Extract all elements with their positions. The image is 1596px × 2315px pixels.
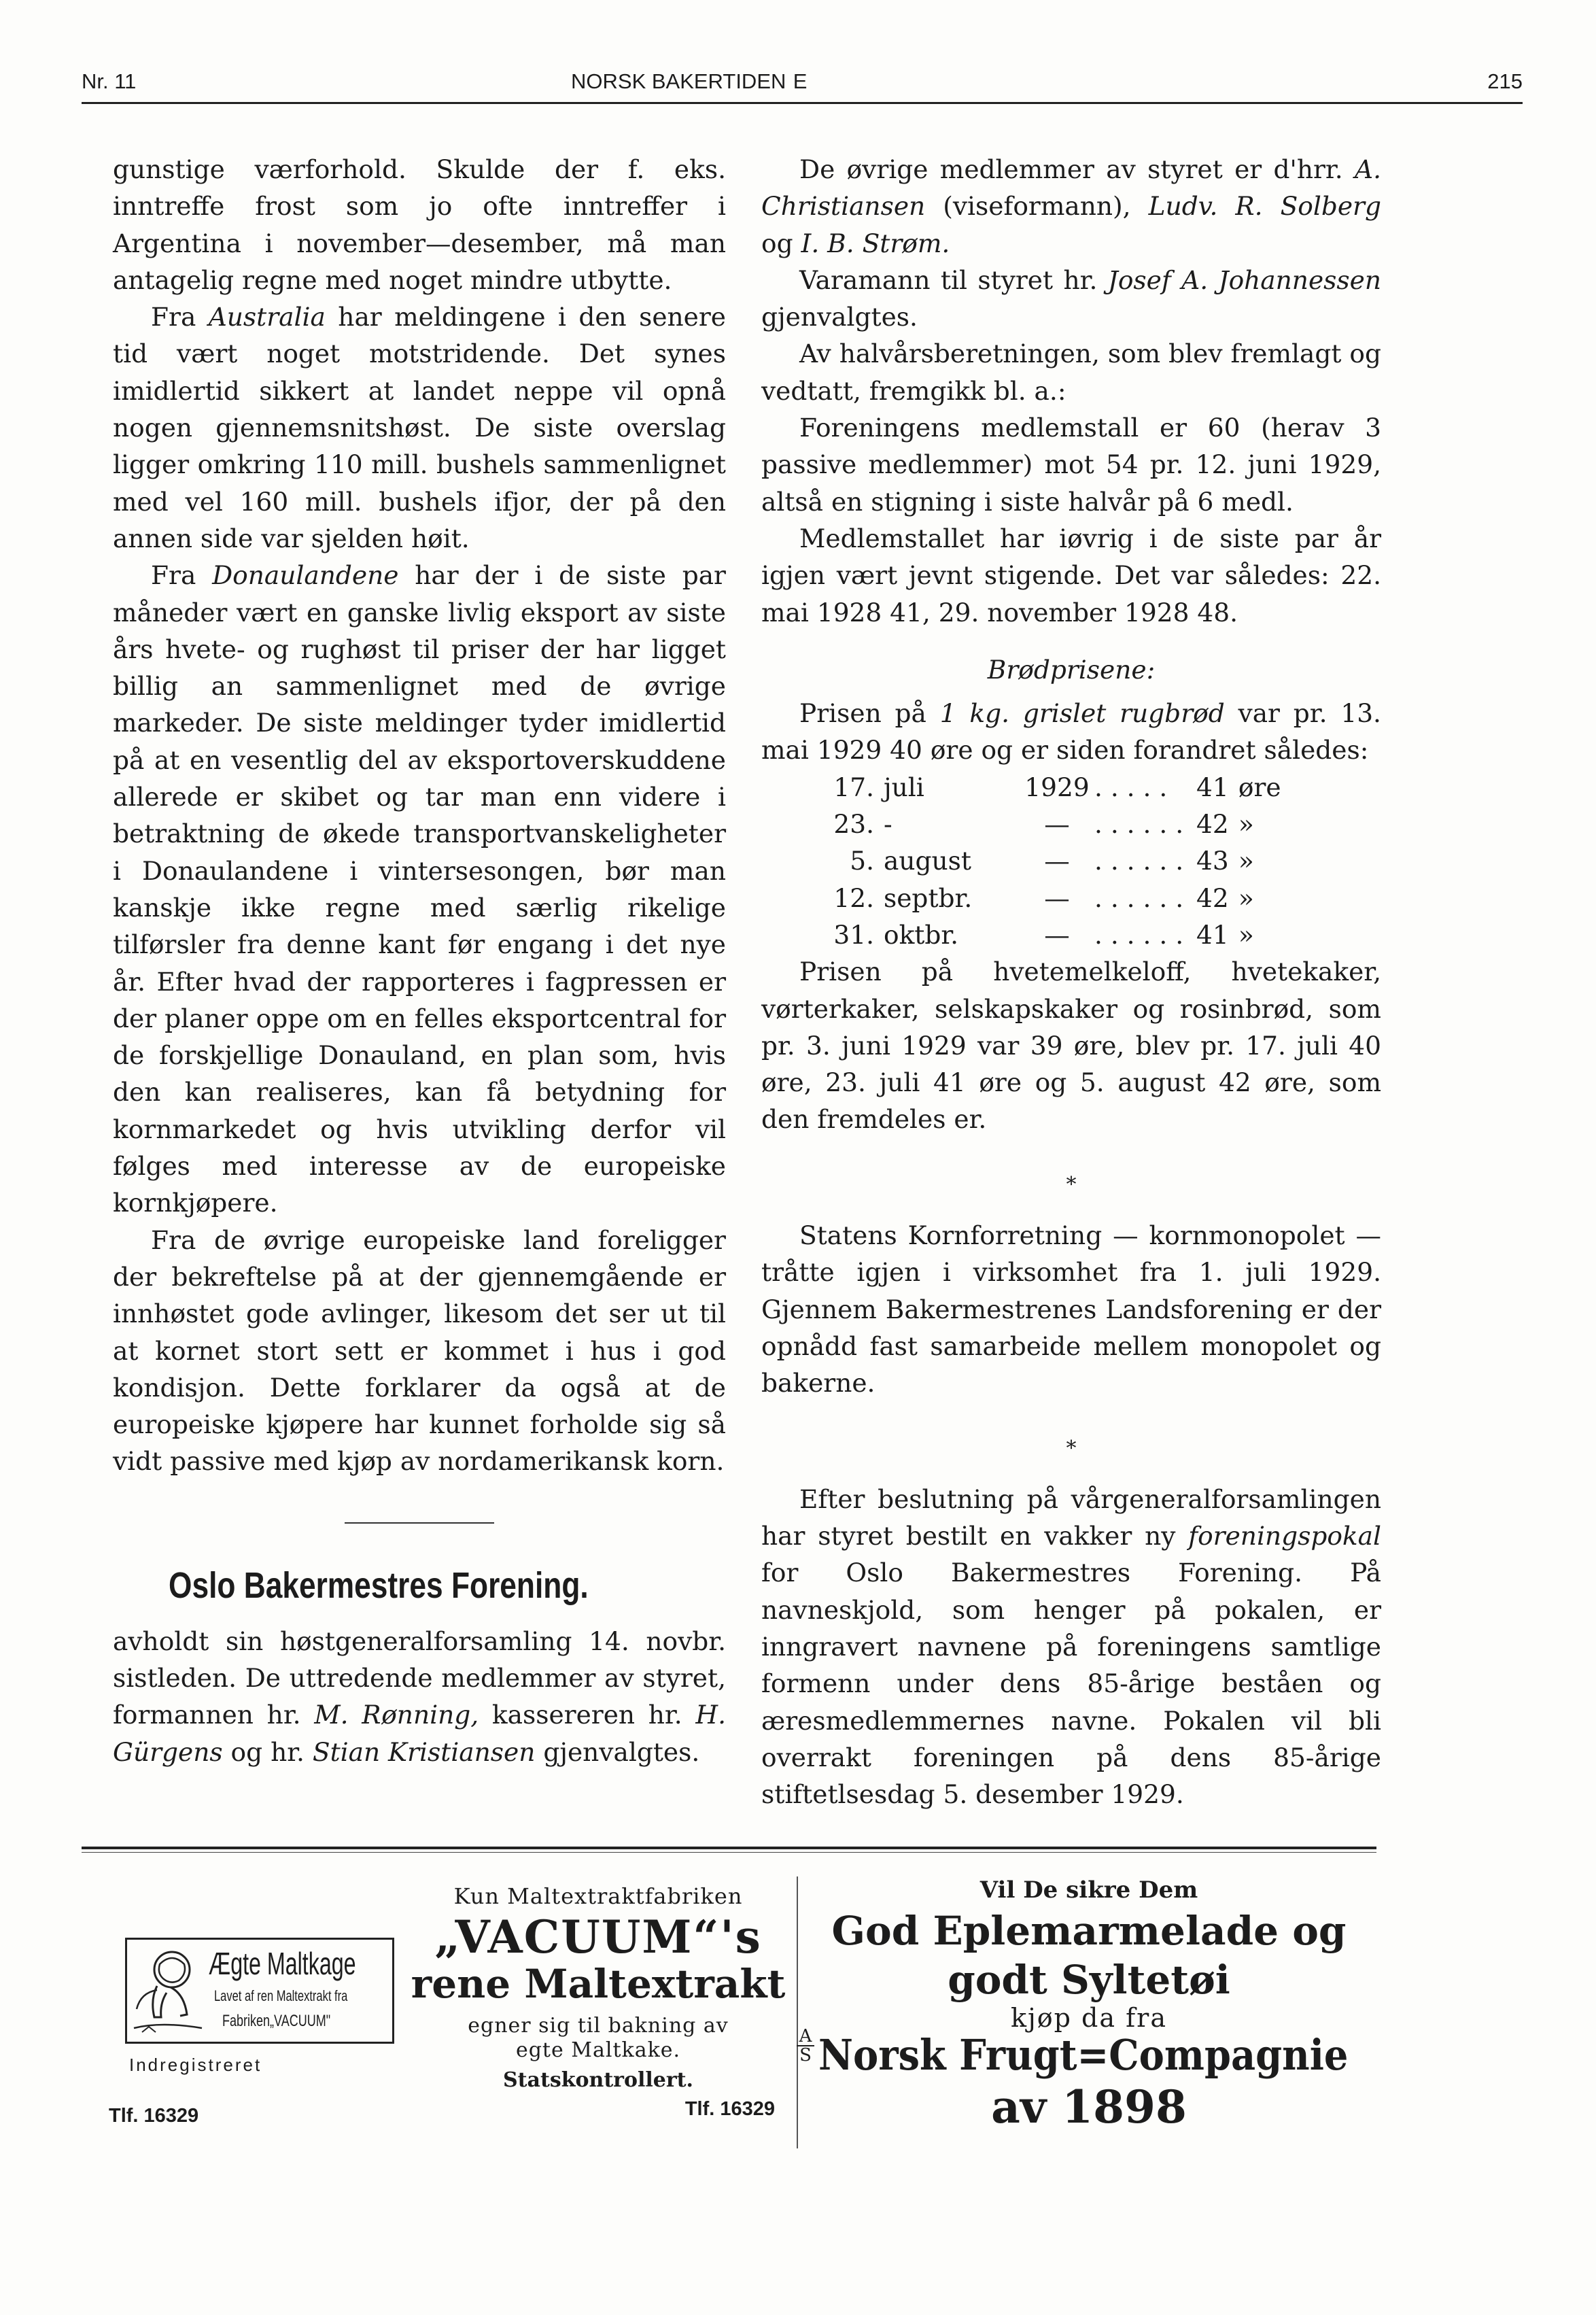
as-abbreviation: A S	[797, 2027, 814, 2064]
paragraph: gunstige værforhold. Skulde der f. eks. inntreffe frost som jo ofte inntreffer i Argentina i november—desember, må man antagelig regne med noget mindre utbytte.	[113, 154, 726, 295]
issue-number: Nr. 11	[82, 69, 137, 93]
running-header	[82, 69, 1523, 101]
ad-line: Kun Maltextraktfabriken	[453, 1883, 743, 1909]
ad-line: egner sig til bakning av	[468, 2014, 729, 2038]
paragraph: Prisen på 1 kg. grislet rugbrød var pr. 13. mai 1929 40 øre og er siden forandret således:	[761, 698, 1381, 766]
section-divider	[345, 1522, 494, 1524]
price-row: 5. august — . . . . . . 43 »	[850, 846, 1254, 876]
paragraph: Fra Australia har meldingene i den senere tid vært noget motstridende. Det synes imidlertid sikkert at landet neppe vil opnå nogen gjennemsnitshøst. De siste overslag ligger omkring 110 mill. bushels sammenlignet med vel 160 mill. bushels ifjor, der på den annen side var sjelden høit.	[113, 302, 726, 553]
phone-number: Tlf. 16329	[684, 2098, 775, 2120]
ad-line: egte Maltkake.	[515, 2038, 681, 2062]
paragraph: Medlemstallet har iøvrig i de siste par år igjen vært jevnt stigende. Det var således: 22. mai 1928 41, 29. november 1928 48.	[761, 523, 1381, 628]
ad-line: God Eplemarmelade og	[831, 1908, 1347, 1954]
price-table	[833, 769, 1381, 953]
stamp-subtitle: Lavet af ren Maltextrakt fra	[214, 1987, 348, 2004]
paragraph: Efter beslutning på vårgeneralforsamlingen har styret bestilt en vakker ny foreningspokal for Oslo Bakermestres Forening. På navneskjold, som henger på pokalen, er inngravert navnene på foreningens samtlige formenn under dens 85-årige beståen og æresmedlemmernes navne. Pokalen vil bli overrakt foreningen på dens 85-årige stiftetlsesdag 5. desember 1929.	[761, 1484, 1381, 1810]
paragraph: De øvrige medlemmer av styret er d'hrr. A. Christiansen (viseformann), Ludv. R. Solberg og I. B. Strøm.	[761, 154, 1381, 258]
asterisk-separator: *	[1066, 1172, 1077, 1197]
paragraph: Fra de øvrige europeiske land foreligger der bekreftelse på at der gjennemgående er innhøstet gode avlinger, likesom det ser ut til at kornet stort sett er kommet i hus i god kondisjon. Dette forklarer da også at de europeiske kjøpere har kunnet forholde sig så vidt passive med kjøp av nordamerikansk korn.	[113, 1224, 726, 1477]
section-heading: Oslo Bakermestres Forening.	[169, 1564, 589, 1606]
left-column	[113, 151, 726, 1770]
ad-line: Vil De sikre Dem	[979, 1876, 1198, 1904]
ad-product: rene Maltextrakt	[411, 1961, 786, 2007]
price-row: 23. - — . . . . . . 42 »	[833, 809, 1254, 840]
ad-line: godt Syltetøi	[948, 1957, 1230, 2003]
price-row: 31. oktbr. — . . . . . . 41 »	[833, 919, 1254, 950]
price-row: 12. septbr. — . . . . . . 42 »	[833, 882, 1254, 913]
company-year: av 1898	[991, 2080, 1187, 2133]
ad-maltkage	[109, 1938, 408, 2135]
ad-vacuum	[408, 1876, 788, 2148]
ad-frugt-compagnie	[797, 1870, 1381, 2142]
paragraph: Fra Donaulandene har der i de siste par måneder vært en ganske livlig eksport av siste års hvete- og rughøst til priser der har ligget billig an sammenlignet med de øvrige markeder. De siste meldinger tyder imidlertid på at en vesentlig del av eksportoverskuddene allerede er skibet og tar man enn videre i betraktning de økede transportvanskeligheter i Donaulandene i vintersesongen, bør man kanskje ikke regne med særlig rikelige tilførsler fra denne kant før engang i det nye år. Efter hvad der rapporteres i fagpressen er der planer oppe om en felles eksportcentral for de forskjellige Donauland, en plan som, hvis den kan realiseres, kan få betydning for kornmarkedet og hvis utvikling derfor vil følges med interesse av de europeiske kornkjøpere.	[113, 560, 726, 1218]
paragraph: Statens Kornforretning — kornmonopolet — tråtte igjen i virksomhet fra 1. juli 1929. Gjennem Bakermestrenes Landsforening er der opnådd fast samarbeide mellem monopolet og bakerne.	[761, 1220, 1381, 1399]
asterisk-separator: *	[1066, 1436, 1077, 1460]
publication-title: NORSK BAKERTIDEN E	[571, 69, 808, 93]
company-name: Norsk Frugt=Compagnie	[818, 2030, 1349, 2080]
section-caption: Brødprisene:	[987, 654, 1156, 685]
stamp-subtitle-2: Fabriken„VACUUM"	[222, 2012, 331, 2030]
ads-top-rule	[82, 1847, 1376, 1849]
paragraph: avholdt sin høstgeneralforsamling 14. novbr. sistleden. De uttredende medlemmer av styret, formannen hr. M. Rønning, kassereren hr. H. Gürgens og hr. Stian Kristiansen gjenvalgtes.	[113, 1626, 726, 1767]
ad-line: kjøp da fra	[1010, 2003, 1168, 2033]
phone-number: Tlf. 16329	[109, 2105, 199, 2127]
paragraph: Prisen på hvetemelkeloff, hvetekaker, vørterkaker, selskapskaker og rosinbrød, som pr. 3. juni 1929 var 39 øre, blev pr. 17. juli 40 øre, 23. juli 41 øre og 5. august 42 øre, som den fremdeles er.	[761, 957, 1381, 1135]
lion-emblem-icon	[130, 1944, 206, 2039]
page-number: 215	[1487, 69, 1523, 93]
header-rule	[82, 102, 1523, 104]
paragraph: Foreningens medlemstall er 60 (herav 3 passive medlemmer) mot 54 pr. 12. juni 1929, altså en stigning i siste halvår på 6 medl.	[761, 413, 1381, 517]
registered-note: Indregistreret	[129, 2055, 262, 2075]
ad-line: Statskontrollert.	[503, 2068, 693, 2092]
stamp-title: Ægte Maltkage	[209, 1946, 356, 1981]
paragraph: Varamann til styret hr. Josef A. Johannessen gjenvalgtes.	[761, 264, 1381, 332]
maltkage-stamp	[125, 1938, 394, 2044]
ad-brand: „VACUUM“'s	[434, 1910, 762, 1964]
right-column	[761, 151, 1381, 1813]
price-row: 17. juli 1929 . . . . . 41 øre	[833, 772, 1281, 802]
paragraph: Av halvårsberetningen, som blev fremlagt og vedtatt, fremgikk bl. a.:	[761, 339, 1381, 406]
ads-top-rule-thin	[82, 1852, 1376, 1853]
